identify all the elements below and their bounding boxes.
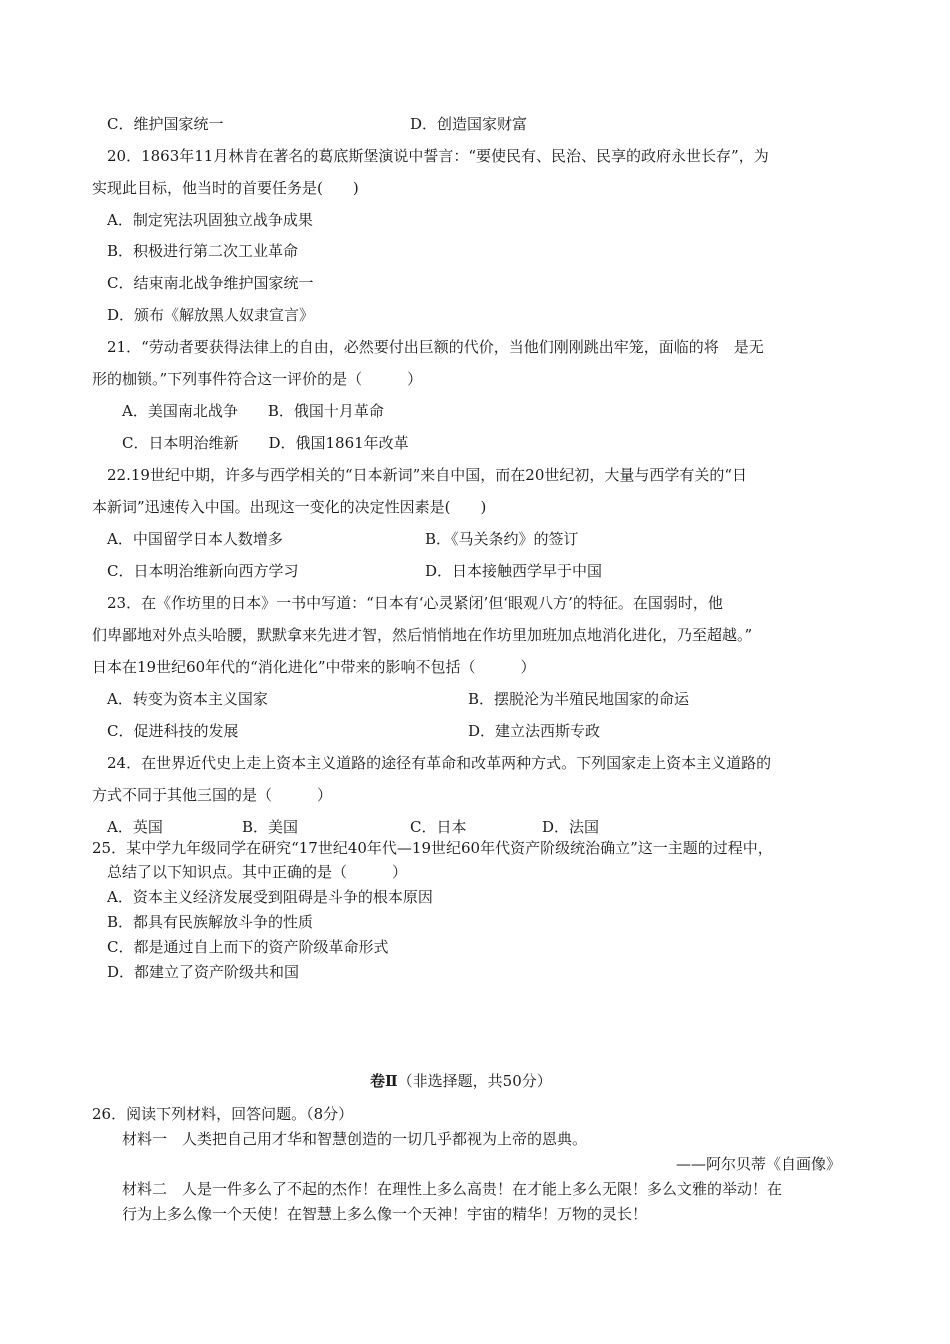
q25-option-d: D．都建立了资产阶级共和国 <box>107 963 300 981</box>
q22-option-d: D．日本接触西学早于中国 <box>425 562 603 580</box>
q25-stem-line2: 总结了以下知识点。其中正确的是（ ） <box>107 863 408 881</box>
q20-option-d: D．颁布《解放黑人奴隶宣言》 <box>107 306 315 324</box>
q23-option-c: C．促进科技的发展 <box>107 722 239 740</box>
q24-option-b: B．美国 <box>242 818 299 836</box>
q19-option-d: D．创造国家财富 <box>410 115 528 133</box>
q23-option-a: A．转变为资本主义国家 <box>107 690 268 708</box>
q25-option-c: C．都是通过自上而下的资产阶级革命形式 <box>107 938 389 956</box>
q26-material-2-line1: 材料二 人是一件多么了不起的杰作！在理性上多么高贵！在才能上多么无限！多么文雅的举动！在 <box>122 1180 783 1198</box>
q23-option-d: D．建立法西斯专政 <box>468 722 601 740</box>
section-2-title-rest: （非选择题，共50分） <box>397 1072 552 1090</box>
q20-option-b: B．积极进行第二次工业革命 <box>107 242 299 260</box>
q22-option-b: B．《马关条约》的签订 <box>425 530 579 548</box>
q24-stem-line1: 24．在世界近代史上走上资本主义道路的途径有革命和改革两种方式。下列国家走上资本主义道路的 <box>107 754 772 772</box>
q25-option-b: B．都具有民族解放斗争的性质 <box>107 913 314 931</box>
q20-stem-line1: 20．1863年11月林肯在著名的葛底斯堡演说中誓言：“要使民有、民治、民享的政府永世长存”，为 <box>107 147 769 165</box>
q24-stem-line2: 方式不同于其他三国的是（ ） <box>92 786 333 804</box>
q23-stem-line2: 们卑鄙地对外点头哈腰，默默拿来先进才智，然后悄悄地在作坊里加班加点地消化进化，乃至超越。” <box>92 626 753 644</box>
q22-option-a: A．中国留学日本人数增多 <box>107 530 283 548</box>
q23-stem-line1: 23．在《作坊里的日本》一书中写道：“日本有‘心灵紧闭’但‘眼观八方’的特征。在国弱时，他 <box>107 594 723 612</box>
section-2-title-bold: 卷Ⅱ <box>370 1072 398 1090</box>
q22-stem-line1: 22.19世纪中期，许多与西学相关的“日本新词”来自中国，而在20世纪初，大量与西学有关的“日 <box>107 466 748 484</box>
q25-stem-line1: 25．某中学九年级同学在研究“17世纪40年代—19世纪60年代资产阶级统治确立”这一主题的过程中， <box>92 839 773 857</box>
q26-stem: 26．阅读下列材料，回答问题。（8分） <box>92 1105 354 1123</box>
q23-option-b: B．摆脱沦为半殖民地国家的命运 <box>468 690 690 708</box>
q22-stem-line2: 本新词”迅速传入中国。出现这一变化的决定性因素是( ) <box>92 498 487 516</box>
q24-option-c: C．日本 <box>410 818 467 836</box>
q19-option-c: C．维护国家统一 <box>107 115 224 133</box>
q20-option-c: C．结束南北战争维护国家统一 <box>107 274 314 292</box>
q21-options-cd: C．日本明治维新 D．俄国1861年改革 <box>122 434 409 452</box>
q21-stem-line1: 21．“劳动者要获得法律上的自由，必然要付出巨额的代价，当他们刚刚跳出牢笼，面临的将 是无 <box>107 338 764 356</box>
q21-options-ab: A．美国南北战争 B．俄国十月革命 <box>122 402 384 420</box>
q26-material-1: 材料一 人类把自己用才华和智慧创造的一切几乎都视为上帝的恩典。 <box>122 1130 588 1148</box>
q25-option-a: A．资本主义经济发展受到阻碍是斗争的根本原因 <box>107 888 433 906</box>
q22-option-c: C．日本明治维新向西方学习 <box>107 562 299 580</box>
q20-option-a: A．制定宪法巩固独立战争成果 <box>107 211 313 229</box>
q24-option-d: D．法国 <box>542 818 600 836</box>
section-2-title <box>370 1071 552 1091</box>
q23-stem-line3: 日本在19世纪60年代的“消化进化”中带来的影响不包括（ ） <box>92 658 536 676</box>
q24-option-a: A．英国 <box>107 818 163 836</box>
q21-stem-line2: 形的枷锁。”下列事件符合这一评价的是（ ） <box>92 370 423 388</box>
q26-material-2-line2: 行为上多么像一个天使！在智慧上多么像一个天神！宇宙的精华！万物的灵长！ <box>122 1205 648 1223</box>
q26-material-1-source: ——阿尔贝蒂《自画像》 <box>676 1155 842 1173</box>
q20-stem-line2: 实现此目标，他当时的首要任务是( ) <box>92 179 359 197</box>
